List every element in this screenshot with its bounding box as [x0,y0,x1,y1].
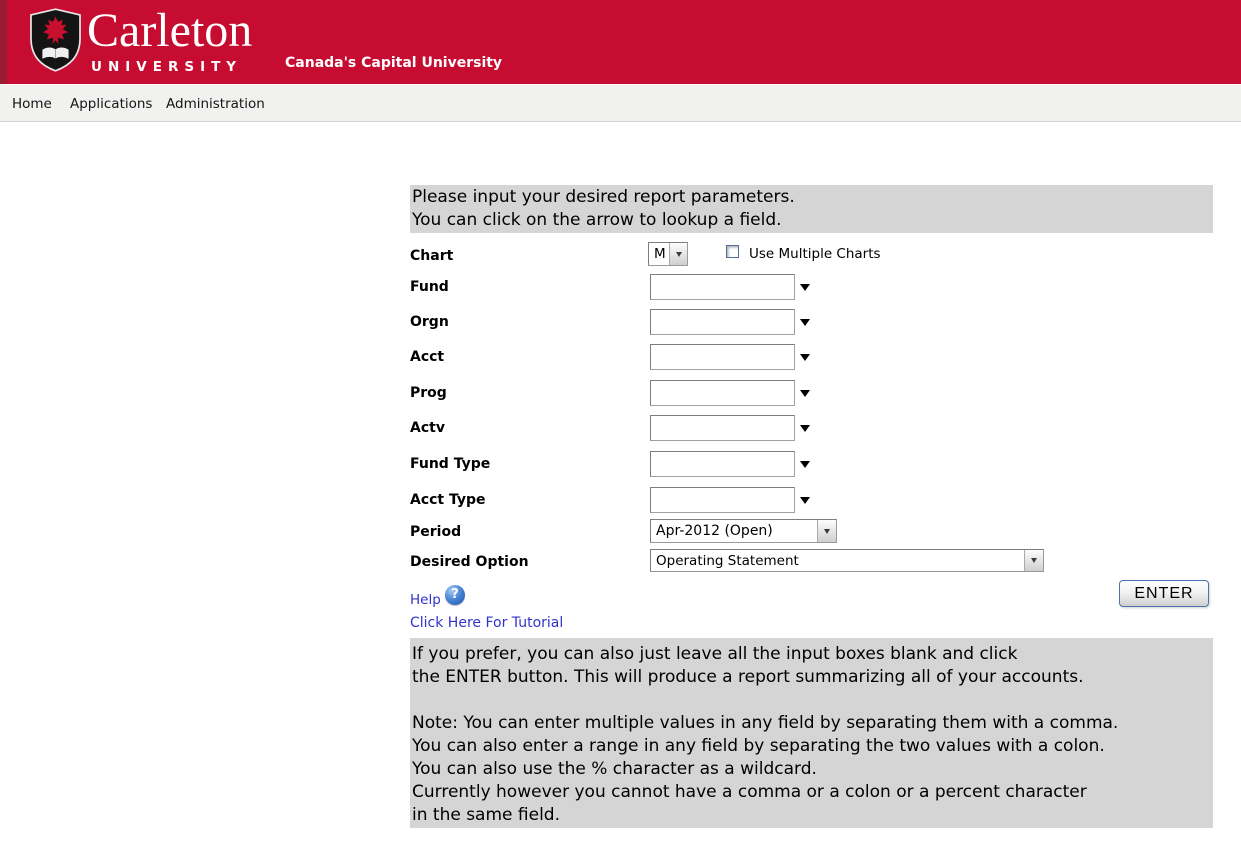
acct-type-row [0,487,1241,513]
orgn-lookup-arrow-icon[interactable] [800,319,810,326]
chevron-down-icon [824,529,830,534]
fund-row [0,274,1241,300]
fund-type-row [0,451,1241,477]
nav-item-administration[interactable]: Administration [166,96,265,112]
actv-row [0,415,1241,441]
acct-row [0,344,1241,370]
fund-type-input[interactable] [650,451,795,477]
desired-option-select-value: Operating Statement [656,553,799,569]
notes-line: You can also use the % character as a wildcard. [412,759,817,779]
fund-type-lookup-arrow-icon[interactable] [800,461,810,468]
use-multiple-charts-checkbox[interactable] [726,245,739,258]
fund-label: Fund [410,279,449,295]
notes-line: the ENTER button. This will produce a report summarizing all of your accounts. [412,667,1084,687]
fund-lookup-arrow-icon[interactable] [800,284,810,291]
prog-row [0,380,1241,406]
usage-notes-box [410,638,1213,828]
period-select-dropdown-button[interactable] [817,520,836,542]
tutorial-link[interactable]: Click Here For Tutorial [410,615,564,631]
chevron-down-icon [1031,558,1037,563]
notes-line: Currently however you cannot have a comma or a colon or a percent character [412,782,1087,802]
university-wordmark: Carleton [87,4,253,57]
university-tagline: Canada's Capital University [285,55,503,71]
nav-item-home[interactable]: Home [12,96,52,112]
orgn-label: Orgn [410,314,449,330]
prog-input[interactable] [650,380,795,406]
university-wordmark-sub: UNIVERSITY [91,59,243,75]
use-multiple-charts-label: Use Multiple Charts [749,246,881,262]
chart-label: Chart [410,248,454,264]
chart-select-dropdown-button[interactable] [669,243,687,265]
period-label: Period [410,524,462,540]
actv-lookup-arrow-icon[interactable] [800,425,810,432]
actv-label: Actv [410,420,445,436]
chart-select[interactable] [648,242,688,266]
help-link[interactable]: Help [410,592,441,608]
main-navbar [0,84,1241,122]
desired-option-select[interactable] [650,549,1044,572]
chart-row [0,242,1241,268]
carleton-shield-logo [27,7,84,73]
fund-type-label: Fund Type [410,456,491,472]
header-banner [0,0,1241,84]
orgn-input[interactable] [650,309,795,335]
banner-left-stripe [0,0,7,84]
desired-option-row [0,549,1241,575]
desired-option-label: Desired Option [410,554,529,570]
fund-input[interactable] [650,274,795,300]
actv-input[interactable] [650,415,795,441]
notes-line: in the same field. [412,805,560,825]
acct-type-label: Acct Type [410,492,486,508]
prog-label: Prog [410,385,447,401]
notes-line: You can also enter a range in any field by separating the two values with a colon. [412,736,1105,756]
desired-option-select-dropdown-button[interactable] [1024,550,1043,571]
chart-select-value: M [654,246,666,262]
acct-type-input[interactable] [650,487,795,513]
notes-line: If you prefer, you can also just leave all the input boxes blank and click [412,644,1018,664]
chevron-down-icon [676,252,682,257]
acct-type-lookup-arrow-icon[interactable] [800,497,810,504]
report-instructions-box [410,185,1213,233]
instructions-line: You can click on the arrow to lookup a field. [412,210,782,230]
notes-line: Note: You can enter multiple values in any field by separating them with a comma. [412,713,1119,733]
instructions-line: Please input your desired report parameters. [412,187,795,207]
enter-button[interactable]: ENTER [1119,580,1209,607]
acct-label: Acct [410,349,445,365]
nav-item-applications[interactable]: Applications [70,96,153,112]
help-question-icon[interactable]: ? [445,585,465,605]
period-row [0,519,1241,545]
orgn-row [0,309,1241,335]
acct-input[interactable] [650,344,795,370]
period-select[interactable] [650,519,837,543]
acct-lookup-arrow-icon[interactable] [800,354,810,361]
notes-line [410,689,1213,712]
period-select-value: Apr-2012 (Open) [656,523,773,539]
prog-lookup-arrow-icon[interactable] [800,390,810,397]
